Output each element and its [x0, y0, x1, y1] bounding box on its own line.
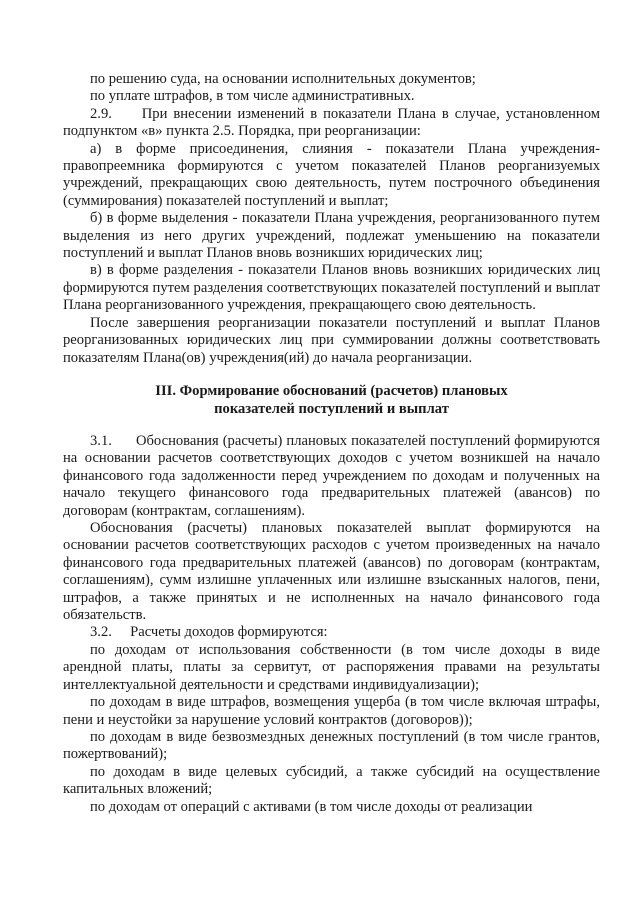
list-item-subsidies-income: по доходам в виде целевых субсидий, а также субсидий на осуществление капитальных вложений; — [63, 763, 600, 798]
list-item-fines-income: по доходам в виде штрафов, возмещения ущерба (в том числе включая штрафы, пени и неустойки за нарушение условий контрактов (договоров)); — [63, 694, 600, 728]
paragraph-court-decision: по решению суда, на основании исполнительных документов; — [90, 71, 476, 87]
text-block-section3 — [63, 433, 600, 816]
list-item-grants-income: по доходам в виде безвозмездных денежных поступлений (в том числе грантов, пожертвований); — [63, 728, 600, 763]
section-heading-line1: III. Формирование обоснований (расчетов) плановых — [155, 383, 508, 399]
paragraph-3-2: 3.2. Расчеты доходов формируются: — [90, 624, 328, 641]
text-block-top — [63, 71, 600, 367]
paragraph-after-reorganization: После завершения реорганизации показатели поступлений и выплат Планов реорганизованных юридических лиц при суммировании должны соответствовать показателям Плана(ов) учреждения(ий) до начала реорганизации. — [63, 314, 600, 366]
paragraph-merger: а) в форме присоединения, слияния - показатели Плана учреждения-правопреемника формируются с учетом показателей Планов реорганизуемых учреждений, прекращающих свою деятельность, путем построчного объединения (суммирования) показателей поступлений и выплат; — [63, 140, 600, 209]
paragraph-expenses-justification: Обоснования (расчеты) плановых показателей выплат формируются на основании расчетов соответствующих расходов с учетом произведенных на начало финансового года предварительных платежей (авансов) по договорам (контрактам, соглашениям), сумм излишне уплаченных или излишне взысканных налогов, пени, штрафов, а также принятых и не исполненных на начало финансового года обязательств. — [63, 520, 600, 624]
list-item-property-income: по доходам от использования собственности (в том числе доходы в виде арендной платы, платы за сервитут, от распоряжения правами на результаты интеллектуальной деятельности и средствами индивидуализации); — [63, 641, 600, 693]
paragraph-3-1: 3.1. Обоснования (расчеты) плановых показателей поступлений формируются на основании расчетов соответствующих доходов с учетом возникшей на начало финансового года задолженности перед учреждением по доходам и полученных на начало текущего финансового года предварительных платежей (авансов) по договорам (контрактам, соглашениям). — [63, 433, 600, 519]
paragraph-division: в) в форме разделения - показатели Планов вновь возникших юридических лиц формируются путем разделения соответствующих показателей поступлений и выплат Плана реорганизованного учреждения, прекращающего свою деятельность. — [63, 262, 600, 314]
paragraph-2-9: 2.9. При внесении изменений в показатели Плана в случае, установленном подпунктом «в» пункта 2.5. Порядка, при реорганизации: — [63, 105, 600, 140]
paragraph-separation: б) в форме выделения - показатели Плана учреждения, реорганизованного путем выделения из него других учреждений, подлежат уменьшению на показатели поступлений и выплат Планов вновь возникших юридических лиц; — [63, 210, 600, 262]
list-item-assets-income: по доходам от операций с активами (в том числе доходы от реализации — [90, 798, 533, 815]
section-heading-line2: показателей поступлений и выплат — [214, 401, 449, 417]
paragraph-fines: по уплате штрафов, в том числе административных. — [90, 88, 415, 105]
